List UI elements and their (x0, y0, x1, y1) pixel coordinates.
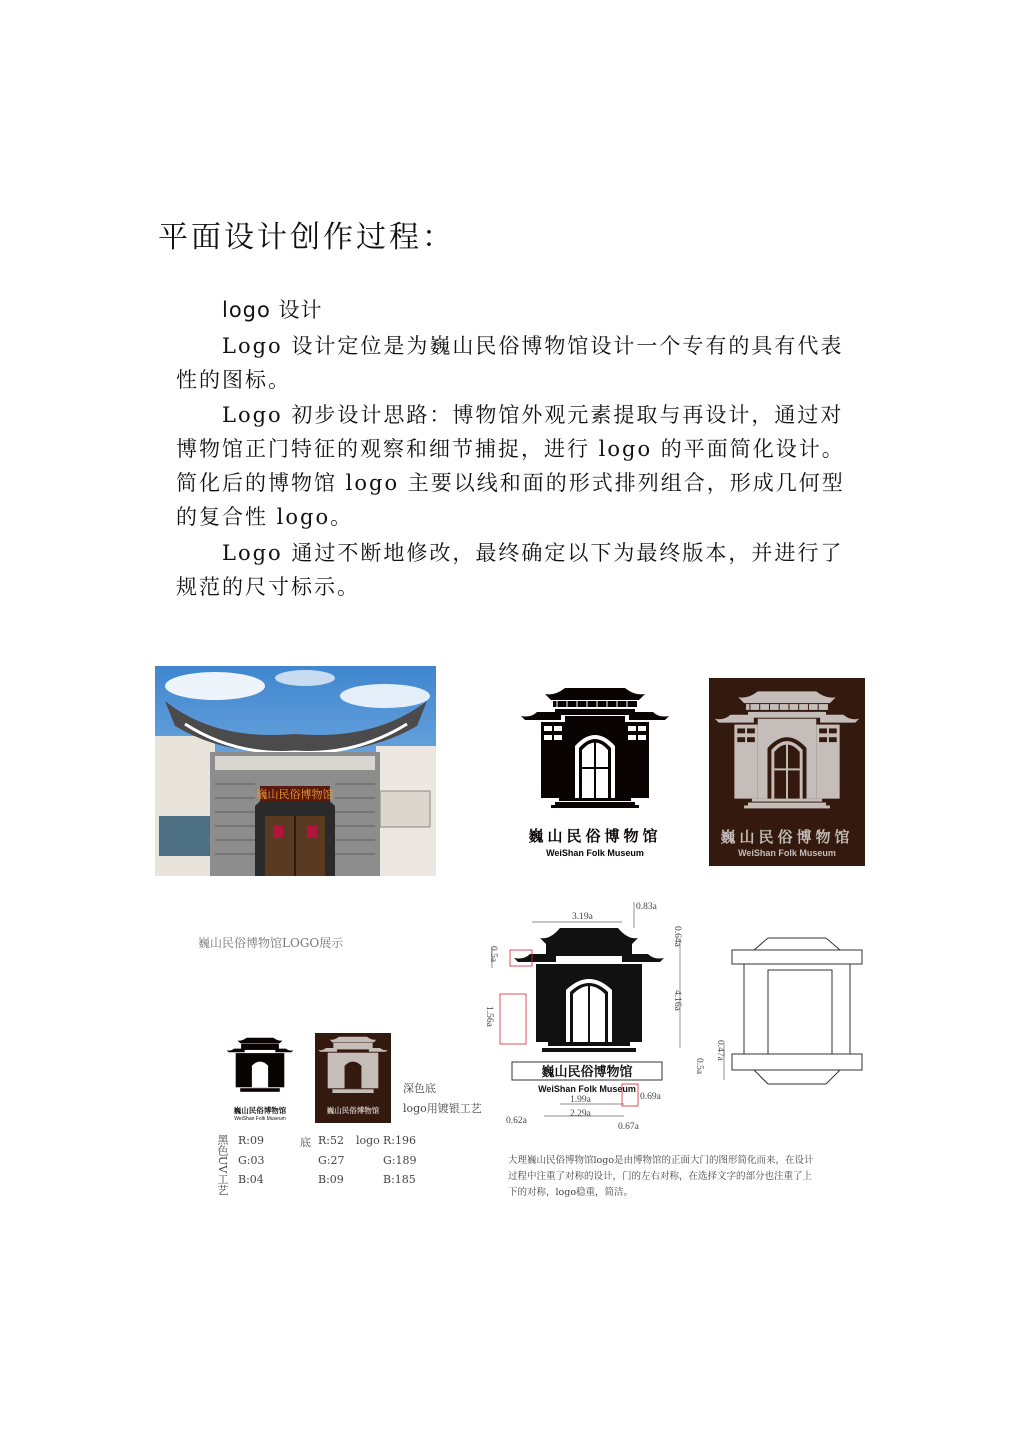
logo-dark-version (709, 678, 865, 866)
black-r: R:09 (238, 1134, 264, 1147)
dim-0.5a-lower: 0.5a (694, 1058, 704, 1075)
diagram-logo-name-en: WeiShan Folk Museum (538, 1084, 636, 1094)
diagram-logo-name-cn: 巍山民俗博物馆 (541, 1065, 633, 1080)
mini-logo-name-en: WeiShan Folk Museum (234, 1116, 286, 1122)
gate-logo-icon (224, 1033, 296, 1093)
logo-g: G:189 (383, 1154, 417, 1167)
bg-label: 底 (300, 1136, 311, 1149)
dim-0.83a: 0.83a (636, 902, 657, 912)
logo-name-cn: 巍山民俗博物馆 (528, 827, 662, 845)
dim-0.5a: 0.5a (488, 946, 498, 963)
mini-logo-black (224, 1033, 296, 1123)
black-uv-label: 黑色UV工艺 (216, 1134, 229, 1196)
logo-r: R:196 (383, 1134, 416, 1147)
dim-1.99a: 1.99a (570, 1095, 591, 1105)
gate-logo-icon (709, 682, 865, 810)
paragraph-logo-design: logo 设计 (222, 298, 323, 322)
paragraph-logo-final: Logo 通过不断地修改，最终确定以下为最终版本，并进行了规范的尺寸标示。 (176, 541, 844, 599)
dim-3.19a: 3.19a (572, 912, 593, 922)
dim-0.64a: 0.64a (672, 926, 682, 947)
logo-color-label: logo (356, 1134, 380, 1147)
paragraph-logo-positioning: Logo 设计定位是为巍山民俗博物馆设计一个专有的具有代表性的图标。 (176, 334, 844, 392)
showcase-title: 巍山民俗博物馆LOGO展示 (198, 936, 344, 950)
logo-black-version (515, 680, 675, 866)
dark-bg-label: 深色底 (403, 1082, 436, 1095)
bg-r: R:52 (318, 1134, 344, 1147)
dim-4.16a: 4.16a (672, 990, 682, 1011)
photo-plaque-text: 巍山民俗博物馆 (256, 788, 334, 801)
mini-logo-dark (315, 1033, 391, 1123)
mini-logo-name-cn: 巍山民俗博物馆 (233, 1106, 287, 1115)
logo-name-cn-silver: 巍山民俗博物馆 (720, 828, 854, 846)
description-line-1: 大理巍山民俗博物馆logo是由博物馆的正面大门的图形简化而来，在设计 (508, 1155, 814, 1166)
gate-logo-icon (315, 1033, 391, 1093)
gate-logo-icon (515, 680, 675, 808)
bg-g: G:27 (318, 1154, 345, 1167)
dim-0.62a: 0.62a (506, 1116, 527, 1126)
paragraph-logo-concept: Logo 初步设计思路：博物馆外观元素提取与再设计，通过对博物馆正门特征的观察和细节捕捉，进行 logo 的平面简化设计。简化后的博物馆 logo 主要以线和面的形式排列组合，形成几何型的复合性 logo。 (176, 403, 845, 529)
description-line-2: 过程中注重了对称的设计，门的左右对称，在选择文字的部分也注重了上 (508, 1171, 813, 1182)
logo-name-en: WeiShan Folk Museum (546, 848, 644, 858)
dim-0.69a: 0.69a (640, 1092, 661, 1102)
description-line-3: 下的对称，logo稳重，简洁。 (508, 1187, 634, 1198)
dim-0.47a: 0.47a (715, 1040, 725, 1061)
black-b: B:04 (238, 1173, 264, 1186)
black-g: G:03 (238, 1154, 265, 1167)
logo-b: B:185 (383, 1173, 416, 1186)
dim-1.56a: 1.56a (484, 1006, 494, 1027)
logo-name-en-silver: WeiShan Folk Museum (738, 848, 836, 858)
dim-2.29a: 2.29a (570, 1109, 591, 1119)
mini-logo-name-cn-silver: 巍山民俗博物馆 (326, 1106, 380, 1115)
museum-gate-photo (155, 666, 436, 876)
dimension-diagram (484, 898, 864, 1138)
bg-b: B:09 (318, 1173, 344, 1186)
silver-process-label: logo用镀银工艺 (403, 1102, 482, 1115)
dim-0.67a: 0.67a (618, 1122, 639, 1132)
page-heading: 平面设计创作过程： (158, 220, 455, 255)
